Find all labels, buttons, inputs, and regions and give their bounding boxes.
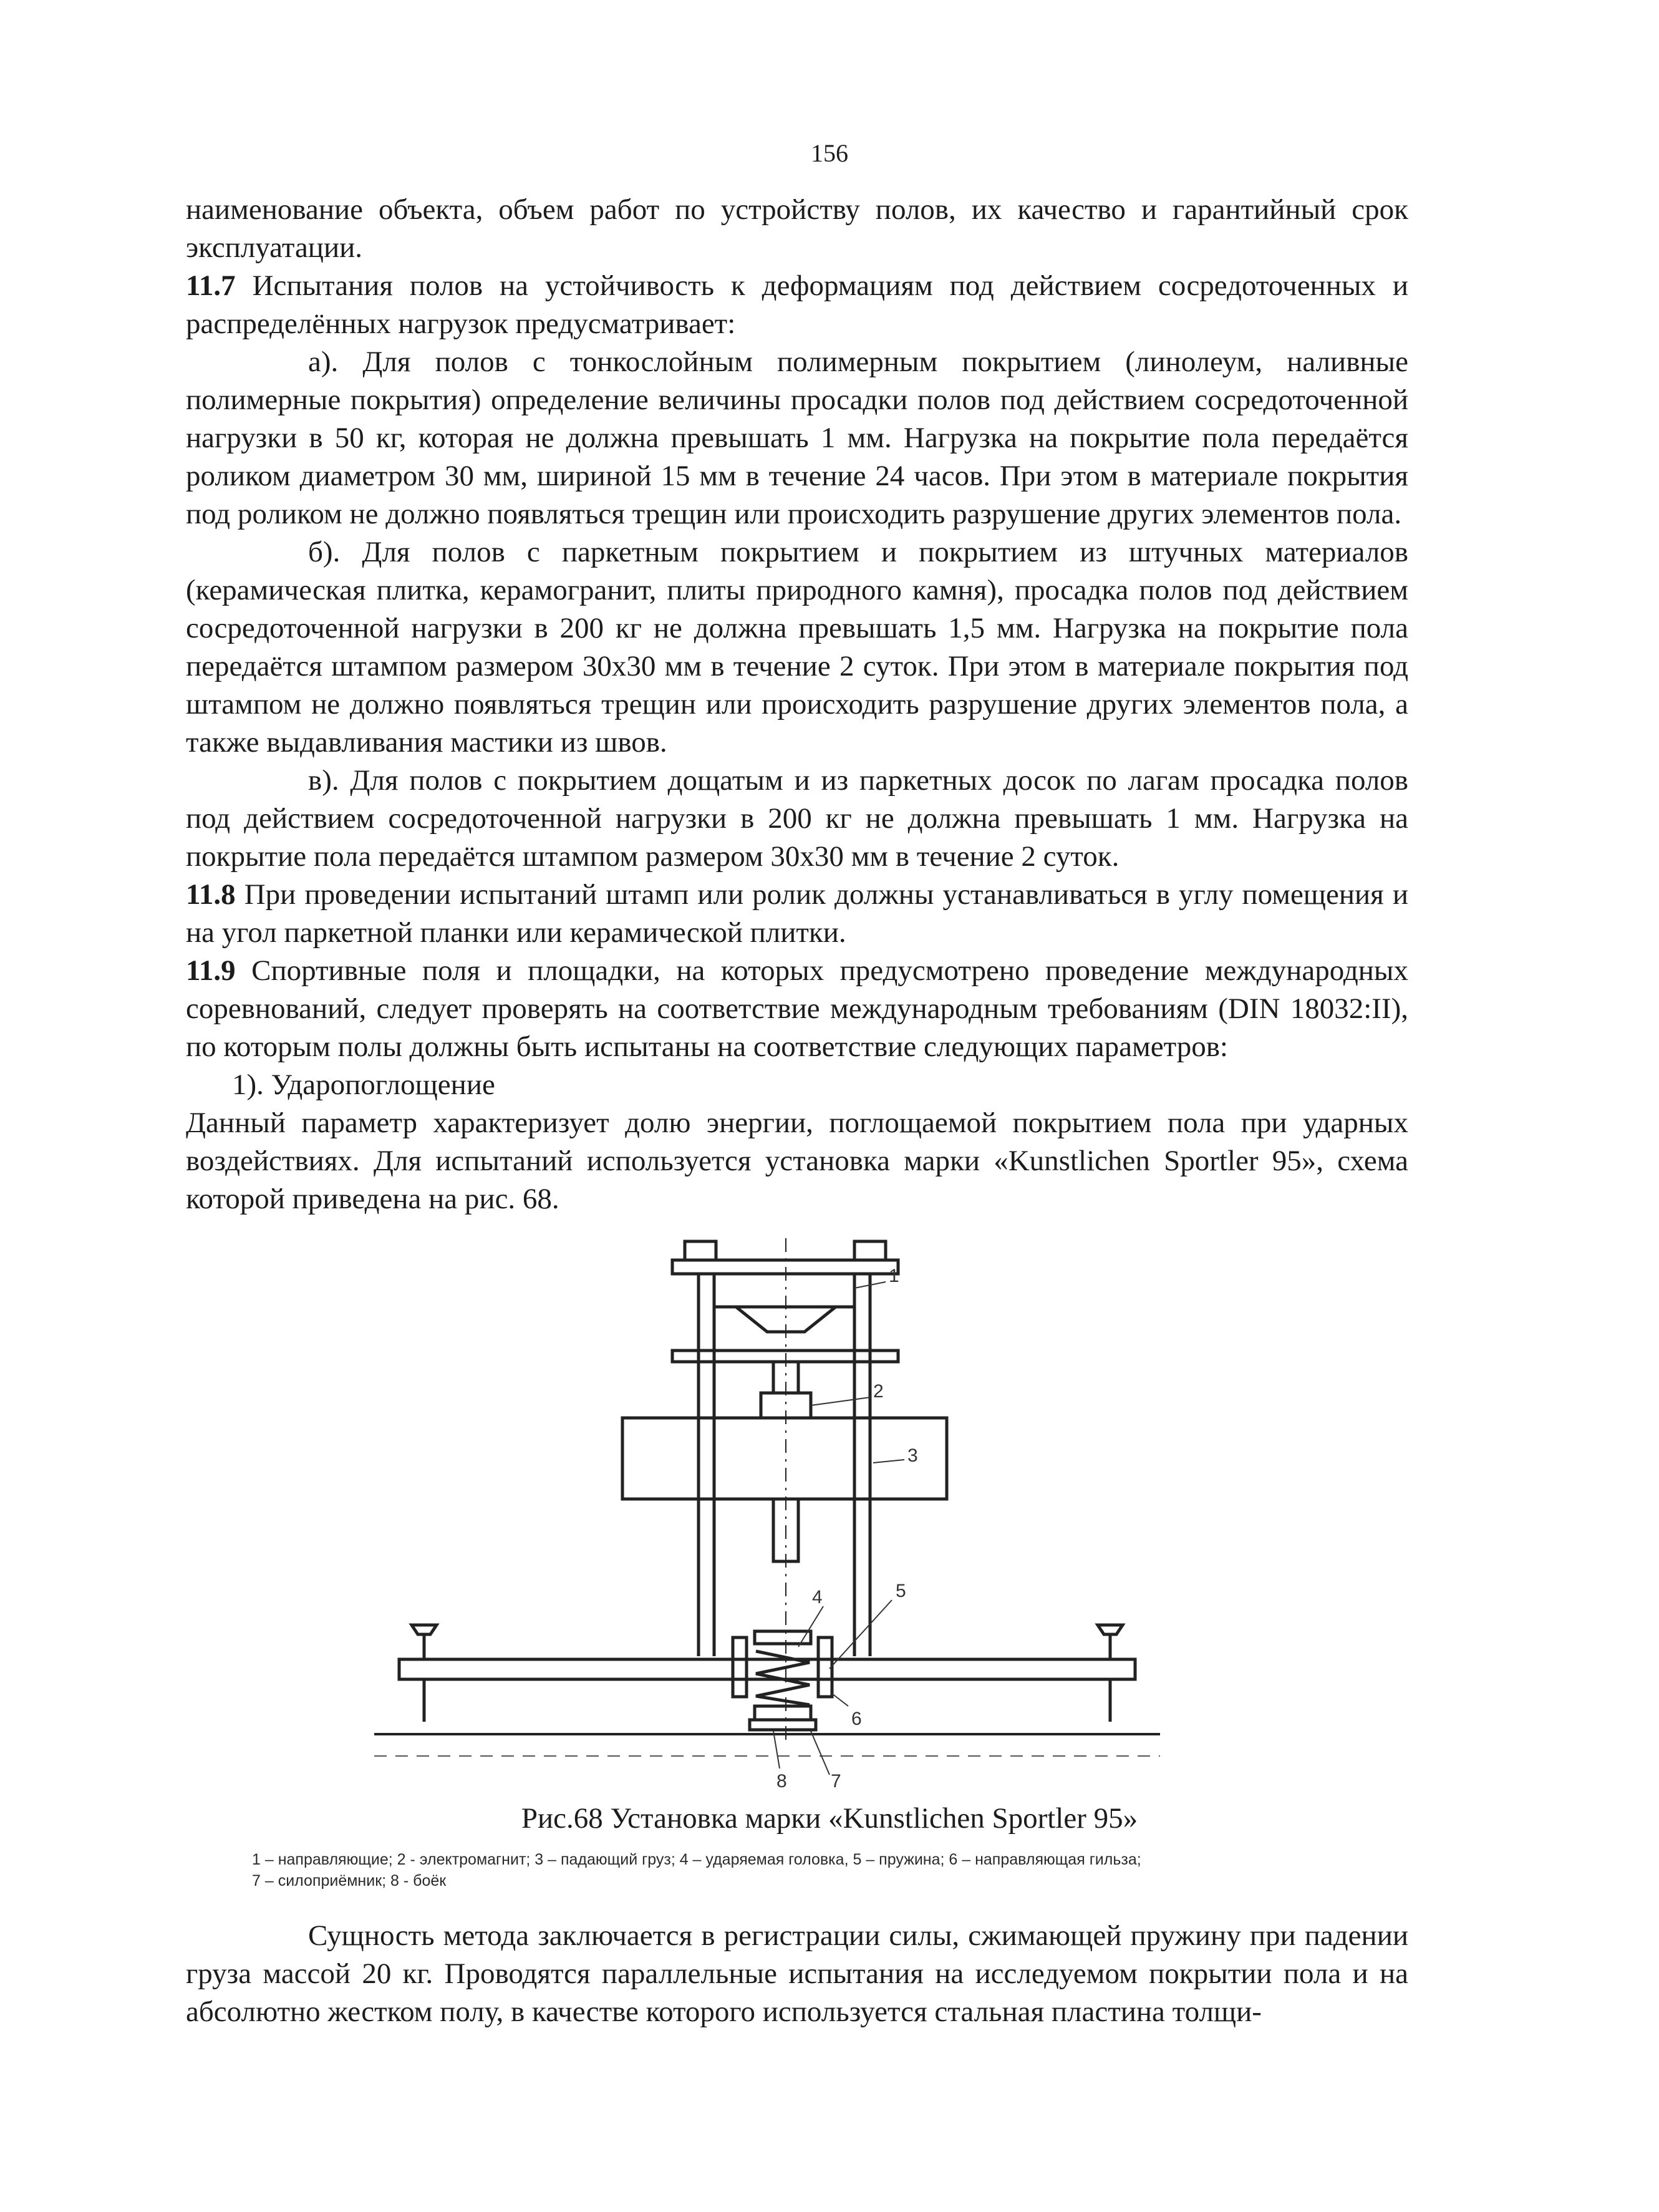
text-block-bottom xyxy=(186,1917,1408,2031)
top-nut-right xyxy=(854,1241,886,1260)
paragraph xyxy=(186,343,1408,533)
foot-cup-right xyxy=(1098,1625,1123,1634)
paragraph-text: наименование объекта, объем работ по устройству полов, их качество и гарантийный срок эксплуатации. xyxy=(186,193,1408,264)
guide-sleeve-left xyxy=(733,1637,747,1697)
figure-apparatus-diagram xyxy=(374,1232,1160,1793)
falling-weight xyxy=(622,1418,947,1499)
label-2: 2 xyxy=(873,1381,884,1402)
paragraph xyxy=(186,533,1408,762)
label-4: 4 xyxy=(812,1587,823,1608)
label-5: 5 xyxy=(896,1581,906,1601)
paragraph-text: Испытания полов на устойчивость к деформациям под действием сосредоточенных и распределённых нагрузок предусматривает: xyxy=(186,269,1408,340)
page-number: 156 xyxy=(811,139,848,167)
impact-head xyxy=(755,1631,811,1644)
figure-caption: Рис.68 Установка марки «Kunstlichen Sportler 95» xyxy=(521,1802,1138,1835)
apparatus-drawing xyxy=(374,1232,1160,1793)
top-nut-left xyxy=(685,1241,716,1260)
paragraph-text: Данный параметр характеризует долю энергии, поглощаемой покрытием пола при ударных воздействиях. Для испытаний используется установка марки «Kunstlichen Sportler 95», схема которой приведена на рис. 68. xyxy=(186,1107,1408,1215)
figure-legend xyxy=(252,1849,1437,1891)
paragraph-text: 1). Удaропоглощение xyxy=(232,1069,495,1101)
foot-cup-left xyxy=(412,1625,437,1634)
legend-line: 1 – направляющие; 2 - электромагнит; 3 – падающий груз; 4 – ударяемая головка, 5 – пружина; 6 – направляющая гильза; xyxy=(252,1851,1141,1868)
label-6: 6 xyxy=(851,1709,862,1729)
paragraph xyxy=(186,1917,1408,2031)
striker-foot xyxy=(750,1720,816,1730)
paragraph-text: Спортивные поля и площадки, на которых предусмотрено проведение международных соревнований, следует проверять на соответствие международным требованиям (DIN 18032:II), по которым полы должны быть испытаны на соответствие следующих параметров: xyxy=(186,954,1408,1063)
legend-line: 7 – силоприёмник; 8 - боёк xyxy=(252,1872,447,1889)
force-sensor xyxy=(755,1706,811,1720)
paragraph xyxy=(186,191,1408,267)
paragraph xyxy=(186,762,1408,876)
paragraph-text: а). Для полов с тонкослойным полимерным покрытием (линолеум, наливные полимерные покрытия) определение величины просадки полов под действием сосредоточенной нагрузки в 50 кг, которая не должна превышать 1 мм. Нагрузка на покрытие пола передаётся роликом диаметром 30 мм, шириной 15 мм в течение 24 часов. При этом в материале покрытия под роликом не должно появляться трещин или происходить разрушение других элементов пола. xyxy=(186,346,1408,530)
label-8: 8 xyxy=(776,1771,787,1792)
section-number: 11.7 xyxy=(186,269,236,302)
section-number: 11.8 xyxy=(186,878,236,911)
paragraph xyxy=(186,267,1408,343)
paragraph xyxy=(186,952,1408,1066)
section-number: 11.9 xyxy=(186,954,236,987)
paragraph-text: При проведении испытаний штамп или ролик должны устанавливаться в углу помещения и на угол паркетной планки или керамической плитки. xyxy=(186,878,1408,949)
paragraph xyxy=(186,1104,1408,1218)
label-7: 7 xyxy=(831,1771,841,1792)
paragraph-text: Сущность метода заключается в регистрации силы, сжимающей пружину при падении груза массой 20 кг. Проводятся параллельные испытания на исследуемом покрытии пола и на абсолютно жестком полу, в качестве которого используется стальная пластина толщи- xyxy=(186,1919,1408,2028)
paragraph xyxy=(186,876,1408,952)
label-3: 3 xyxy=(907,1445,918,1466)
paragraph-text: б). Для полов с паркетным покрытием и покрытием из штучных материалов (керамическая плитка, керамогранит, плиты природного камня), просадка полов под действием сосредоточенной нагрузки в 200 кг не должна превышать 1,5 мм. Нагрузка на покрытие пола передаётся штампом размером 30х30 мм в течение 2 суток. При этом в материале покрытия под штампом не должно появляться трещин или происходить разрушение других элементов пола, а также выдавливания мастики из швов. xyxy=(186,536,1408,759)
text-block-top xyxy=(186,191,1408,1218)
label-1: 1 xyxy=(889,1266,899,1286)
paragraph-text: в). Для полов с покрытием дощатым и из паркетных досок по лагам просадка полов под действием сосредоточенной нагрузки в 200 кг не должна превышать 1 мм. Нагрузка на покрытие пола передаётся штампом размером 30х30 мм в течение 2 суток. xyxy=(186,764,1408,873)
paragraph xyxy=(186,1066,1408,1104)
guide-sleeve-right xyxy=(818,1637,832,1697)
